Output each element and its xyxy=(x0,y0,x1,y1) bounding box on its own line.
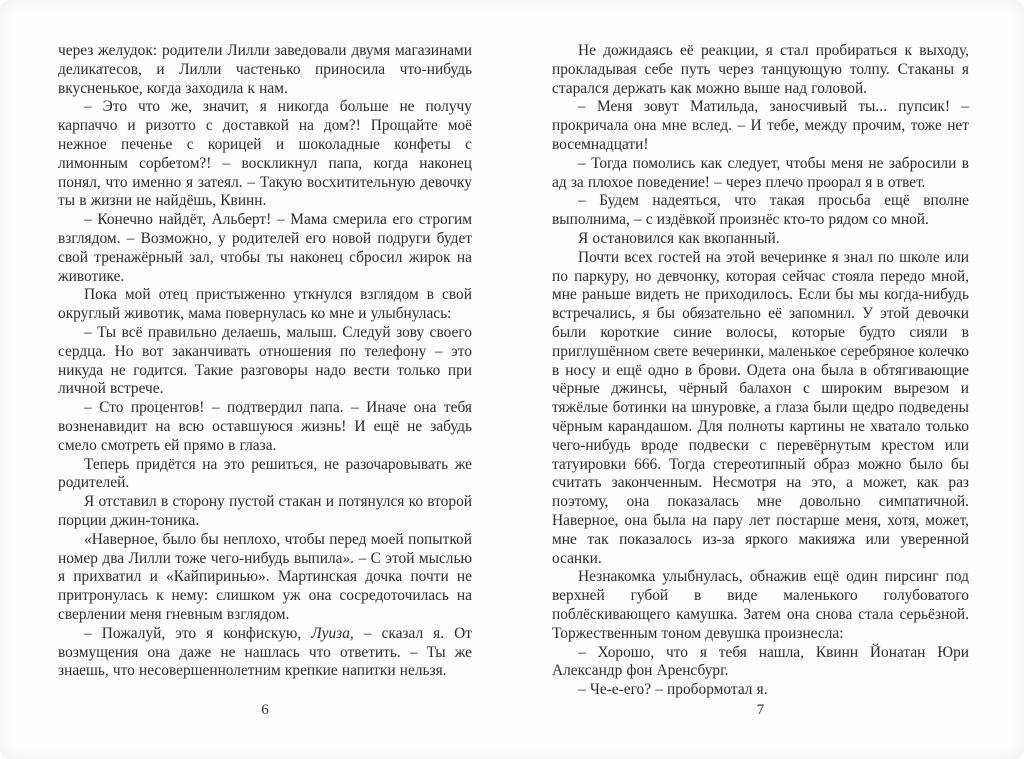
paragraph-text: , – сказал я. От возмущения она даже не нашлась что ответить. – Ты же знаешь, что несовершеннолетним крепкие напитки нельзя. xyxy=(58,624,472,680)
page-left-text xyxy=(58,42,472,681)
paragraph: Незнакомка улыбнулась, обнажив ещё один пирсинг под верхней губой в виде маленького голубоватого поблёскивающего камушка. Затем она снова стала серьёзной. Торжественным тоном девушка произнесла: xyxy=(552,568,969,642)
page-number-left: 6 xyxy=(261,702,269,718)
paragraph: Я остановился как вкопанный. xyxy=(578,229,780,247)
italic-name: Луиза xyxy=(311,624,350,642)
page-number-right: 7 xyxy=(756,702,765,718)
page-right-text xyxy=(552,42,969,700)
paragraph: Я отставил в сторону пустой стакан и потянулся ко второй порции джин-тоника. xyxy=(58,493,472,529)
paragraph: Теперь придётся на это решиться, не разочаровывать же родителей. xyxy=(58,455,472,492)
paragraph: – Тогда помолись как следует, чтобы меня не забросили в ад за плохое поведение! – через плечо проорал я в ответ. xyxy=(552,154,969,191)
paragraph: – Ты всё правильно делаешь, малыш. Следуй зову своего сердца. Но вот заканчивать отношения по телефону – это никуда не годится. Такие разговоры надо вести только при личной встрече. xyxy=(58,323,472,398)
paragraph-text: – Пожалуй, это я конфискую, xyxy=(84,624,312,642)
paragraph: «Наверное, было бы неплохо, чтобы перед моей попыткой номер два Лилли тоже чего-нибудь выпила». – С этой мыслью я прихватил и «Кайпиринью». Мартинская дочка почти не притронулась к нему: слишком уж она сосредоточилась на сверлении меня гневным взглядом. xyxy=(58,530,472,623)
paragraph: Не дожидаясь её реакции, я стал пробираться к выходу, прокладывая себе путь через танцующую толпу. Стаканы я старался держать как можно выше над головой. xyxy=(552,42,969,97)
paragraph: Почти всех гостей на этой вечеринке я знал по школе или по паркуру, но девчонку, которая сейчас стояла передо мной, мне раньше видеть не приходилось. Если бы мы когда-нибудь встречались, я бы обязательно её запомнил. У этой девочки были короткие синие волосы, которые будто сияли в приглушённом свете вечеринки, маленькое серебряное колечко в носу и ещё одно в брови. Одета она была в обтягивающие чёрные джинсы, чёрный балахон с широким вырезом и тяжёлые ботинки на шнуровке, а глаза были щедро подведены чёрным карандашом. Для полноты картины не хватало только чего-нибудь вроде подвески с перевёрнутым крестом или татуировки 666. Тогда стереотипный образ можно было бы считать законченным. Несмотря на это, а может, как раз поэтому, она показалась мне довольно симпатичной. Наверное, она была на пару лет постарше меня, хотя, может, мне так показалось из-за яркого макияжа или уверенной осанки. xyxy=(552,248,969,567)
paragraph: – Конечно найдёт, Альберт! – Мама смерила его строгим взглядом. – Возможно, у родителей его новой подруги будет свой тренажёрный зал, чтобы ты наконец сбросил жирок на животике. xyxy=(58,211,472,285)
paragraph: – Хорошо, что я тебя нашла, Квинн Йонатан Юри Александр фон Аренсбург. xyxy=(552,643,969,680)
paragraph: – Че-е-его? – пробормотал я. xyxy=(578,681,768,699)
paragraph: Пока мой отец пристыженно уткнулся взглядом в свой округлый животик, мама повернулась ко мне и улыбнулась: xyxy=(58,286,472,323)
paragraph: – Это что же, значит, я никогда больше не получу карпаччо и ризотто с доставкой на дом?! Прощайте моё нежное печенье с корицей и шоколадные конфеты с лимонным сорбетом?! – воскликнул папа, когда наконец понял, что именно я затеял. – Такую восхитительную девочку ты в жизни не найдёшь, Квинн. xyxy=(58,98,472,210)
paragraph: через желудок: родители Лилли заведовали двумя магазинами деликатесов, и Лилли частенько приносила что-нибудь вкусненькое, когда заходила к нам. xyxy=(58,42,472,97)
paragraph: – Сто процентов! – подтвердил папа. – Иначе она тебя возненавидит на всю оставшуюся жизнь! И ещё не забудь смело смотреть ей прямо в глаза. xyxy=(58,399,472,454)
paragraph xyxy=(58,625,472,681)
paragraph: – Меня зовут Матильда, заносчивый ты... пупсик! – прокричала она мне вслед. – И тебе, между прочим, тоже нет восемнадцати! xyxy=(552,98,969,153)
paragraph: – Будем надеяться, что такая просьба ещё вполне выполнима, – с издёвкой произнёс кто-то рядом со мной. xyxy=(552,192,969,229)
